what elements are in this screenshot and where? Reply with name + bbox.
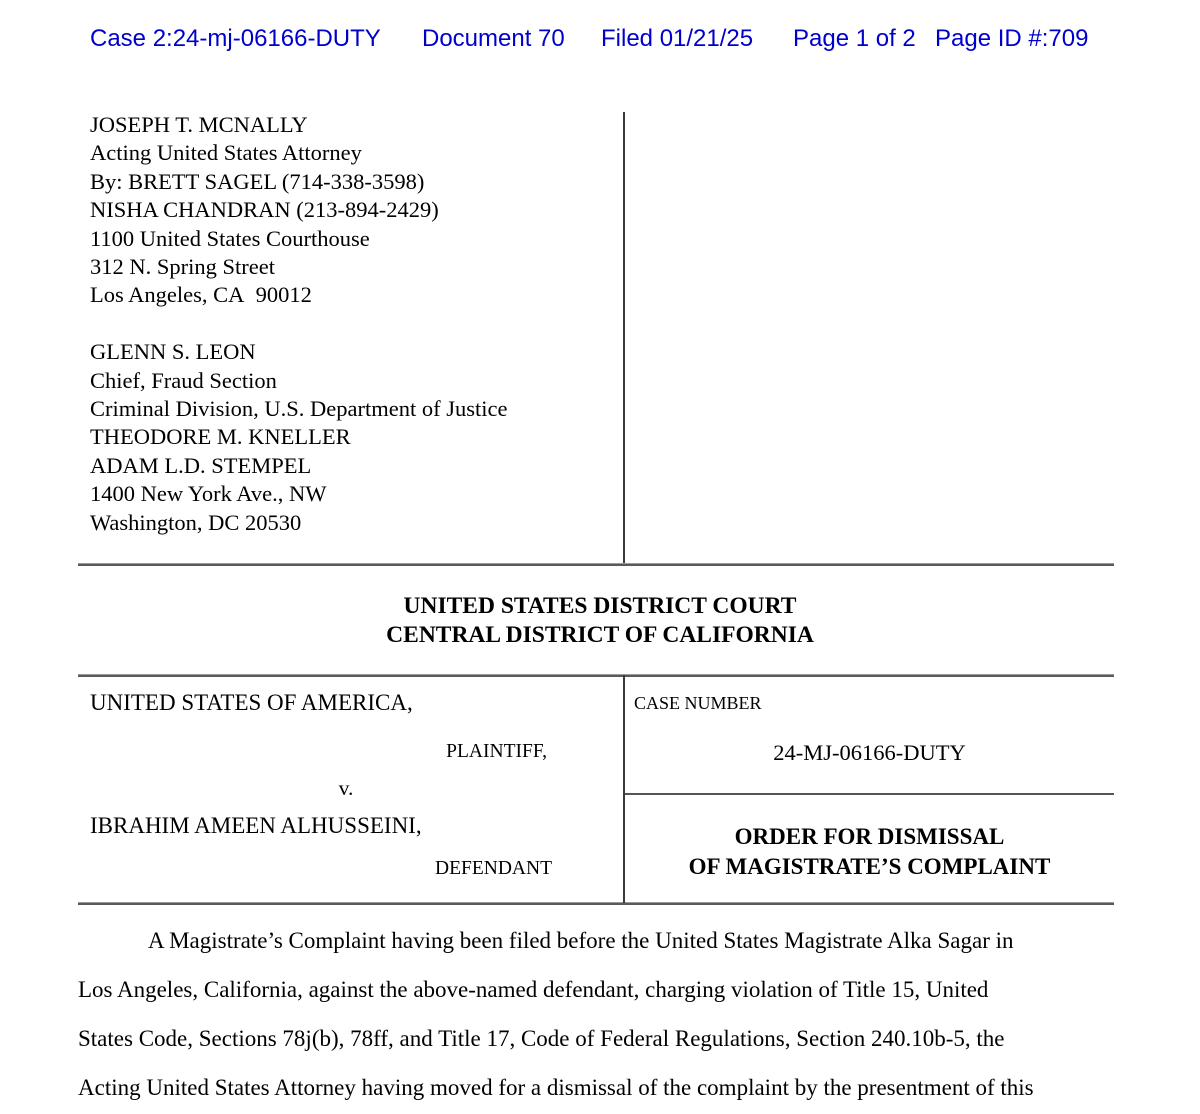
- order-title-line-2: OF MAGISTRATE’S COMPLAINT: [688, 853, 1051, 879]
- counsel-line-doj-address-1: 1400 New York Ave., NW: [90, 481, 327, 507]
- counsel-line-us-attorney-title: Acting United States Attorney: [90, 140, 362, 166]
- header-document-number: Document 70: [422, 25, 565, 52]
- counsel-line-address-3: Los Angeles, CA 90012: [90, 282, 312, 308]
- district-name: CENTRAL DISTRICT OF CALIFORNIA: [386, 622, 814, 648]
- pacer-header: [0, 25, 1200, 55]
- counsel-line-doj-attorney-2: ADAM L.D. STEMPEL: [90, 452, 312, 478]
- body-line-2: Los Angeles, California, against the above-named defendant, charging violation of Title 15, United: [78, 976, 989, 1002]
- counsel-section-bottom-rule: [78, 563, 1114, 566]
- court-title: [0, 592, 1200, 650]
- header-page-id: Page ID #:709: [935, 25, 1089, 52]
- header-case-number: Case 2:24-mj-06166-DUTY: [90, 25, 381, 52]
- counsel-line-doj-address-2: Washington, DC 20530: [90, 509, 302, 535]
- counsel-line-ausa-2: NISHA CHANDRAN (213-894-2429): [90, 197, 439, 223]
- order-title-line-1: ORDER FOR DISMISSAL: [734, 824, 1005, 849]
- body-line-4: Acting United States Attorney having moved for a dismissal of the complaint by the presentment of this: [78, 1074, 1034, 1100]
- counsel-line-us-attorney-name: JOSEPH T. MCNALLY: [90, 112, 308, 137]
- case-number-label: CASE NUMBER: [634, 693, 762, 713]
- caption-plaintiff-name: UNITED STATES OF AMERICA,: [90, 690, 413, 715]
- counsel-block: [90, 111, 610, 537]
- header-page-number: Page 1 of 2: [793, 25, 916, 52]
- caption-plaintiff-label: PLAINTIFF,: [446, 741, 547, 762]
- caption-defendant-name: IBRAHIM AMEEN ALHUSSEINI,: [90, 813, 422, 838]
- body-paragraph: [78, 917, 1110, 1113]
- caption-versus: v.: [338, 776, 354, 800]
- counsel-line-doj-division: Criminal Division, U.S. Department of Justice: [90, 396, 508, 422]
- counsel-line-address-1: 1100 United States Courthouse: [90, 225, 370, 251]
- caption-defendant-label: DEFENDANT: [435, 858, 552, 879]
- body-line-1: A Magistrate’s Complaint having been filed before the United States Magistrate Alka Sagar in: [148, 928, 1014, 953]
- counsel-block-gap: [90, 310, 610, 338]
- counsel-line-doj-attorney-1: THEODORE M. KNELLER: [90, 424, 351, 450]
- counsel-line-address-2: 312 N. Spring Street: [90, 254, 275, 280]
- counsel-line-doj-chief-title: Chief, Fraud Section: [90, 367, 277, 393]
- caption-table-top-rule: [78, 674, 1114, 677]
- counsel-line-ausa-1: By: BRETT SAGEL (714-338-3598): [90, 168, 425, 194]
- case-number-value: 24-MJ-06166-DUTY: [773, 740, 966, 765]
- order-title: [625, 822, 1114, 881]
- header-filed-date: Filed 01/21/25: [601, 25, 754, 52]
- caption-table-bottom-rule: [78, 902, 1114, 905]
- counsel-line-doj-chief-name: GLENN S. LEON: [90, 339, 256, 365]
- court-name: UNITED STATES DISTRICT COURT: [403, 593, 797, 619]
- caption-right-cell-divider: [625, 793, 1114, 795]
- body-line-3: States Code, Sections 78j(b), 78ff, and Title 17, Code of Federal Regulations, Section 240.10b-5, the: [78, 1025, 1005, 1051]
- counsel-section-vertical-divider: [623, 112, 625, 565]
